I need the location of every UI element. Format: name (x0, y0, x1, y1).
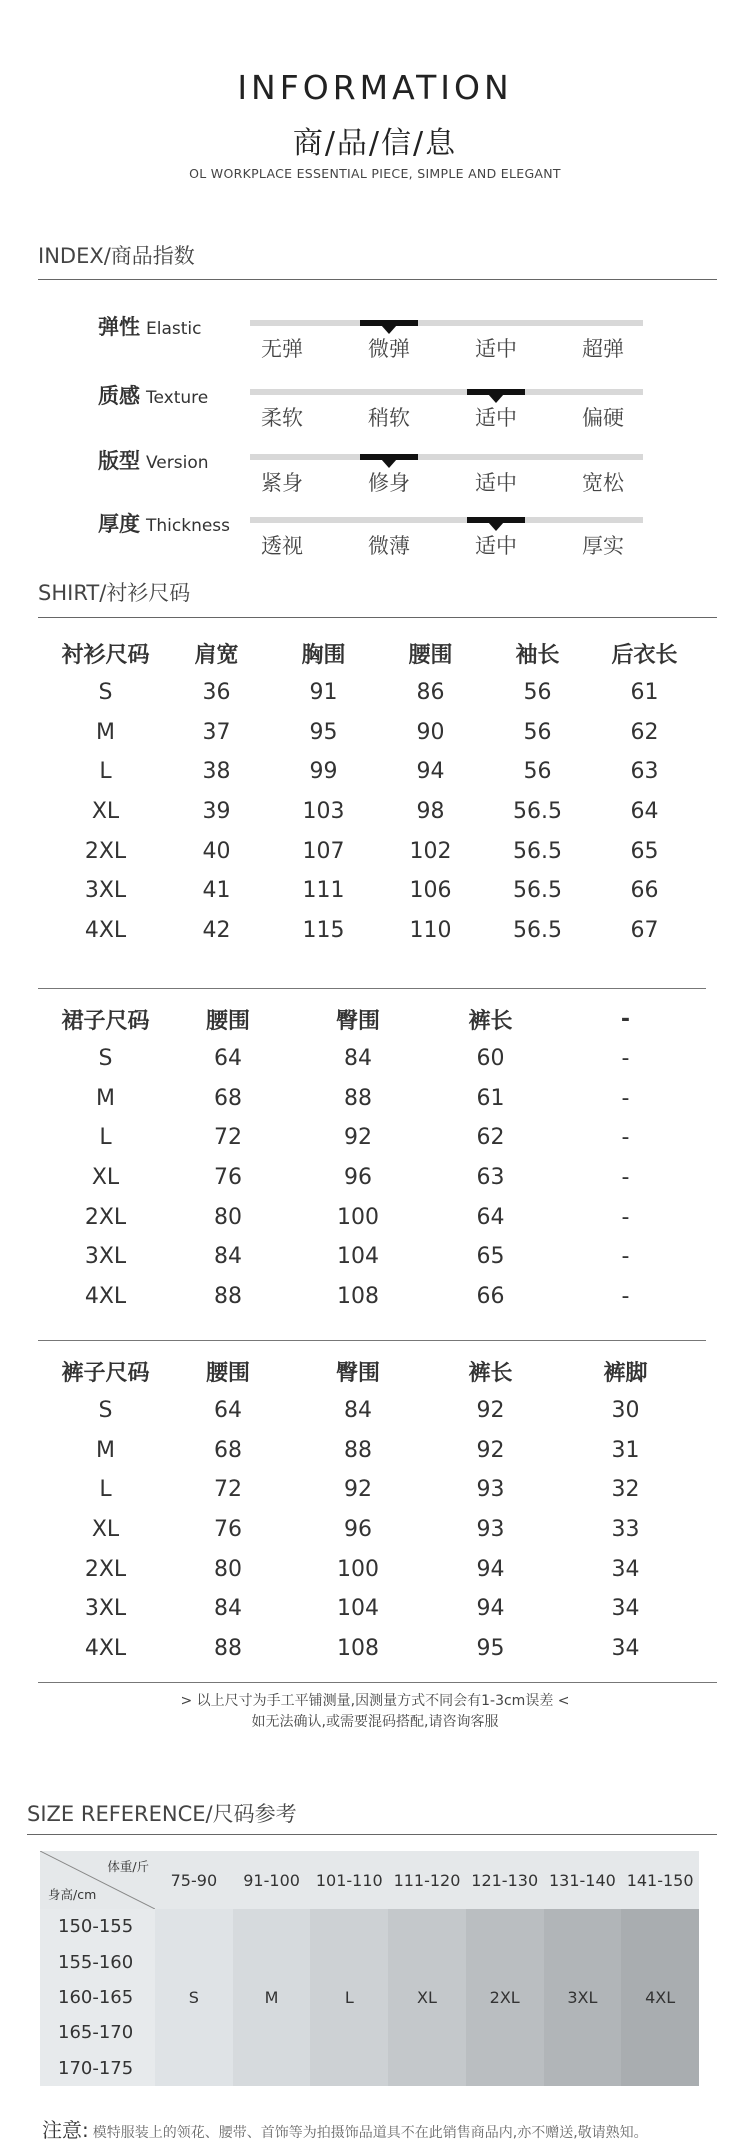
index-option: 偏硬 (582, 406, 624, 430)
table-cell: 66 (476, 1283, 505, 1309)
table-cell: 80 (214, 1556, 242, 1582)
table-cell: 33 (611, 1517, 640, 1543)
table-cell: M (96, 1437, 115, 1463)
index-option: 透视 (261, 534, 303, 558)
page-subtitle: OL WORKPLACE ESSENTIAL PIECE, SIMPLE AND ELEGANT (189, 166, 561, 181)
table-cell: 108 (337, 1635, 379, 1661)
table-cell: 91 (309, 680, 338, 706)
index-label (98, 311, 201, 341)
table-cell: 64 (214, 1046, 242, 1072)
table-cell: 3XL (84, 1244, 127, 1270)
measurement-note: > 以上尺寸为手工平铺测量,因测量方式不同会有1-3cm误差 < (180, 1693, 570, 1709)
table-cell: 64 (476, 1204, 505, 1230)
size-cell: L (310, 1909, 388, 2086)
table-cell: XL (91, 799, 120, 825)
table-cell: S (98, 1398, 113, 1424)
contact-note: 如无法确认,或需要混码搭配,请咨询客服 (251, 1714, 499, 1730)
table-cell: 93 (476, 1517, 505, 1543)
weight-header-cell: 141-150 (621, 1851, 699, 1909)
height-row (40, 1909, 699, 1944)
table-cell: 88 (214, 1283, 242, 1309)
table-cell: 103 (302, 799, 345, 825)
index-label (98, 445, 209, 475)
index-option: 适中 (475, 337, 517, 361)
table-header-cell: 袖长 (515, 642, 560, 668)
table-cell: 34 (611, 1635, 640, 1661)
table-cell: 38 (202, 759, 231, 785)
table-cell: 63 (630, 759, 659, 785)
height-cell: 170-175 (40, 2051, 155, 2086)
table-cell: 56.5 (513, 838, 562, 864)
table-row (48, 792, 698, 832)
index-label-en: Texture (146, 388, 209, 408)
page-title: INFORMATION (237, 68, 513, 107)
table-cell: 92 (344, 1125, 372, 1151)
size-cell: S (155, 1909, 233, 2086)
table-cell: 94 (416, 759, 445, 785)
size-cell: 2XL (466, 1909, 544, 2086)
table-cell: - (621, 1085, 630, 1111)
weight-header-cell: 75-90 (155, 1851, 233, 1909)
table-cell: 90 (416, 719, 445, 745)
table-cell: 60 (476, 1046, 505, 1072)
table-cell: 64 (214, 1398, 242, 1424)
index-scale-bar (250, 320, 643, 326)
size-cell: XL (388, 1909, 466, 2086)
table-cell: 56.5 (513, 917, 562, 943)
height-cell: 155-160 (40, 1944, 155, 1979)
table-cell: 56 (523, 759, 552, 785)
index-option: 无弹 (261, 337, 303, 361)
table-header-cell: - (620, 1006, 631, 1032)
table-cell: 65 (476, 1244, 505, 1270)
index-label-en: Version (146, 453, 209, 473)
corner-weight-label: 体重/斤 (107, 1859, 150, 1874)
table-row (48, 1277, 693, 1317)
table-row (48, 1118, 693, 1158)
table-cell: 92 (344, 1477, 372, 1503)
index-option: 超弹 (582, 337, 624, 361)
table-row (48, 1431, 693, 1471)
table-cell: XL (91, 1165, 120, 1191)
table-cell: M (96, 1085, 115, 1111)
table-cell: 61 (630, 680, 659, 706)
weight-header-cell: 131-140 (544, 1851, 622, 1909)
index-section-title: INDEX/商品指数 (38, 244, 195, 268)
size-cell: 4XL (621, 1909, 699, 2086)
table-cell: 94 (476, 1556, 505, 1582)
index-label (98, 508, 230, 538)
table-cell: 115 (302, 917, 345, 943)
table-cell: 96 (344, 1165, 372, 1191)
table-header-cell: 腰围 (408, 642, 453, 668)
table-cell: 30 (611, 1398, 640, 1424)
table-cell: 68 (214, 1085, 242, 1111)
weight-header-cell: 121-130 (466, 1851, 544, 1909)
table-header-cell: 裙子尺码 (61, 1008, 150, 1034)
table-cell: 41 (202, 878, 231, 904)
table-cell: 93 (476, 1477, 505, 1503)
table-header-row (48, 1351, 693, 1391)
table-cell: 65 (630, 838, 659, 864)
table-cell: - (621, 1283, 630, 1309)
table-row (48, 1470, 693, 1510)
table-header-cell: 腰围 (205, 1008, 250, 1034)
pants-size-table (48, 1351, 693, 1668)
table-cell: 80 (214, 1204, 242, 1230)
table-row (48, 1197, 693, 1237)
index-scale-bar (250, 389, 643, 395)
table-row (48, 673, 698, 713)
table-cell: 56.5 (513, 799, 562, 825)
table-cell: S (98, 1046, 113, 1072)
table-cell: 95 (476, 1635, 505, 1661)
table-header-cell: 胸围 (301, 642, 346, 668)
index-option: 适中 (475, 534, 517, 558)
table-cell: 37 (202, 719, 231, 745)
table-cell: 96 (344, 1517, 372, 1543)
table-cell: 94 (476, 1596, 505, 1622)
table-cell: - (621, 1046, 630, 1072)
index-option: 修身 (368, 471, 410, 495)
table-header-row (48, 633, 698, 673)
table-cell: 67 (630, 917, 659, 943)
table-cell: 84 (344, 1398, 372, 1424)
index-option: 柔软 (261, 406, 303, 430)
table-cell: 31 (611, 1437, 640, 1463)
table-row (48, 1079, 693, 1119)
index-scale-bar (250, 454, 643, 460)
table-cell: 2XL (84, 838, 127, 864)
table-cell: 56 (523, 719, 552, 745)
index-option: 微薄 (368, 534, 410, 558)
table-cell: 98 (416, 799, 445, 825)
table-header-cell: 裤子尺码 (61, 1360, 150, 1386)
table-row (48, 1510, 693, 1550)
table-row (48, 1629, 693, 1669)
index-option: 稍软 (368, 406, 410, 430)
table-cell: 100 (337, 1204, 379, 1230)
height-cell: 160-165 (40, 1980, 155, 2015)
index-option: 厚实 (582, 534, 624, 558)
table-cell: 88 (344, 1437, 372, 1463)
table-cell: 95 (309, 719, 338, 745)
table-row (48, 1549, 693, 1589)
table-header-cell: 裤长 (468, 1008, 513, 1034)
index-option: 适中 (475, 471, 517, 495)
table-cell: 84 (214, 1596, 242, 1622)
table-cell: 108 (337, 1283, 379, 1309)
size-cell: 3XL (544, 1909, 622, 2086)
skirt-table-divider (38, 1340, 706, 1341)
index-label-cn: 质感 (98, 384, 140, 408)
table-cell: 62 (630, 719, 659, 745)
table-cell: 72 (214, 1477, 242, 1503)
table-cell: 3XL (84, 878, 127, 904)
table-row (48, 752, 698, 792)
footer-text: 模特服装上的领花、腰带、首饰等为拍摄饰品道具不在此销售商品内,亦不赠送,敬请熟知。 (92, 2125, 648, 2141)
index-label (98, 380, 208, 410)
table-cell: 56.5 (513, 878, 562, 904)
table-cell: 84 (344, 1046, 372, 1072)
table-cell: 2XL (84, 1556, 127, 1582)
table-cell: - (621, 1204, 630, 1230)
index-label-cn: 版型 (98, 449, 140, 473)
index-label-cn: 弹性 (98, 315, 140, 339)
table-header-cell: 臀围 (335, 1008, 380, 1034)
table-cell: M (96, 719, 115, 745)
skirt-size-table (48, 999, 693, 1316)
table-cell: 34 (611, 1596, 640, 1622)
table-cell: 110 (409, 917, 452, 943)
pants-table-divider (38, 1682, 717, 1683)
index-option: 紧身 (261, 471, 303, 495)
table-row (48, 1039, 693, 1079)
table-cell: 61 (476, 1085, 505, 1111)
table-header-row (48, 999, 693, 1039)
table-cell: 100 (337, 1556, 379, 1582)
table-header-cell: 裤脚 (603, 1360, 648, 1386)
index-label-en: Thickness (146, 516, 231, 536)
table-cell: S (98, 680, 113, 706)
table-cell: 104 (337, 1596, 379, 1622)
table-header-cell: 后衣长 (611, 642, 678, 668)
table-cell: 32 (611, 1477, 640, 1503)
table-cell: 62 (476, 1125, 505, 1151)
height-cell: 150-155 (40, 1909, 155, 1944)
table-cell: 88 (344, 1085, 372, 1111)
size-reference-table (40, 1851, 699, 2086)
table-cell: - (621, 1165, 630, 1191)
table-cell: 63 (476, 1165, 505, 1191)
index-option: 宽松 (582, 471, 624, 495)
table-row (48, 1158, 693, 1198)
table-cell: XL (91, 1517, 120, 1543)
table-cell: 66 (630, 878, 659, 904)
table-row (48, 1589, 693, 1629)
table-row (48, 713, 698, 753)
table-header-cell: 腰围 (205, 1360, 250, 1386)
table-cell: 99 (309, 759, 338, 785)
table-row (48, 831, 698, 871)
weight-header-row (40, 1851, 699, 1909)
index-label-en: Elastic (146, 319, 202, 339)
corner-cell (40, 1851, 155, 1909)
table-cell: L (99, 759, 112, 785)
table-row (48, 1237, 693, 1277)
table-cell: 76 (214, 1165, 242, 1191)
table-cell: 42 (202, 917, 231, 943)
table-cell: - (621, 1244, 630, 1270)
index-option: 适中 (475, 406, 517, 430)
table-cell: 56 (523, 680, 552, 706)
table-cell: 88 (214, 1635, 242, 1661)
table-cell: 36 (202, 680, 231, 706)
size-reference-divider (27, 1834, 717, 1835)
table-cell: 107 (302, 838, 345, 864)
table-cell: L (99, 1477, 112, 1503)
size-cell: M (233, 1909, 311, 2086)
table-cell: 68 (214, 1437, 242, 1463)
size-reference-title: SIZE REFERENCE/尺码参考 (27, 1802, 297, 1826)
shirt-table-divider (38, 988, 706, 989)
table-cell: 76 (214, 1517, 242, 1543)
table-row (48, 911, 698, 951)
weight-header-cell: 101-110 (310, 1851, 388, 1909)
table-cell: 64 (630, 799, 659, 825)
index-scale-bar (250, 517, 643, 523)
page-title-cn: 商/品/信/息 (292, 126, 458, 161)
table-header-cell: 裤长 (468, 1360, 513, 1386)
table-cell: 111 (302, 878, 345, 904)
table-cell: - (621, 1125, 630, 1151)
table-cell: 4XL (84, 917, 127, 943)
table-cell: L (99, 1125, 112, 1151)
table-cell: 34 (611, 1556, 640, 1582)
table-row (48, 871, 698, 911)
shirt-section-title: SHIRT/衬衫尺码 (38, 581, 191, 605)
table-cell: 86 (416, 680, 445, 706)
index-label-cn: 厚度 (98, 512, 140, 536)
shirt-divider (38, 617, 717, 618)
weight-header-cell: 91-100 (233, 1851, 311, 1909)
index-option: 微弹 (368, 337, 410, 361)
table-cell: 84 (214, 1244, 242, 1270)
table-header-cell: 肩宽 (194, 642, 239, 668)
table-cell: 102 (409, 838, 452, 864)
table-header-cell: 衬衫尺码 (61, 642, 150, 668)
table-cell: 92 (476, 1398, 505, 1424)
footer-label: 注意: (42, 2118, 89, 2142)
table-cell: 3XL (84, 1596, 127, 1622)
shirt-size-table (48, 633, 698, 950)
table-cell: 72 (214, 1125, 242, 1151)
corner-height-label: 身高/cm (48, 1887, 97, 1902)
table-cell: 106 (409, 878, 452, 904)
table-cell: 40 (202, 838, 231, 864)
height-cell: 165-170 (40, 2015, 155, 2050)
table-cell: 104 (337, 1244, 379, 1270)
table-cell: 4XL (84, 1635, 127, 1661)
table-cell: 92 (476, 1437, 505, 1463)
table-cell: 4XL (84, 1283, 127, 1309)
table-cell: 2XL (84, 1204, 127, 1230)
table-header-cell: 臀围 (335, 1360, 380, 1386)
table-row (48, 1391, 693, 1431)
index-divider (38, 279, 717, 280)
footer-note (42, 2114, 648, 2143)
weight-header-cell: 111-120 (388, 1851, 466, 1909)
table-cell: 39 (202, 799, 231, 825)
